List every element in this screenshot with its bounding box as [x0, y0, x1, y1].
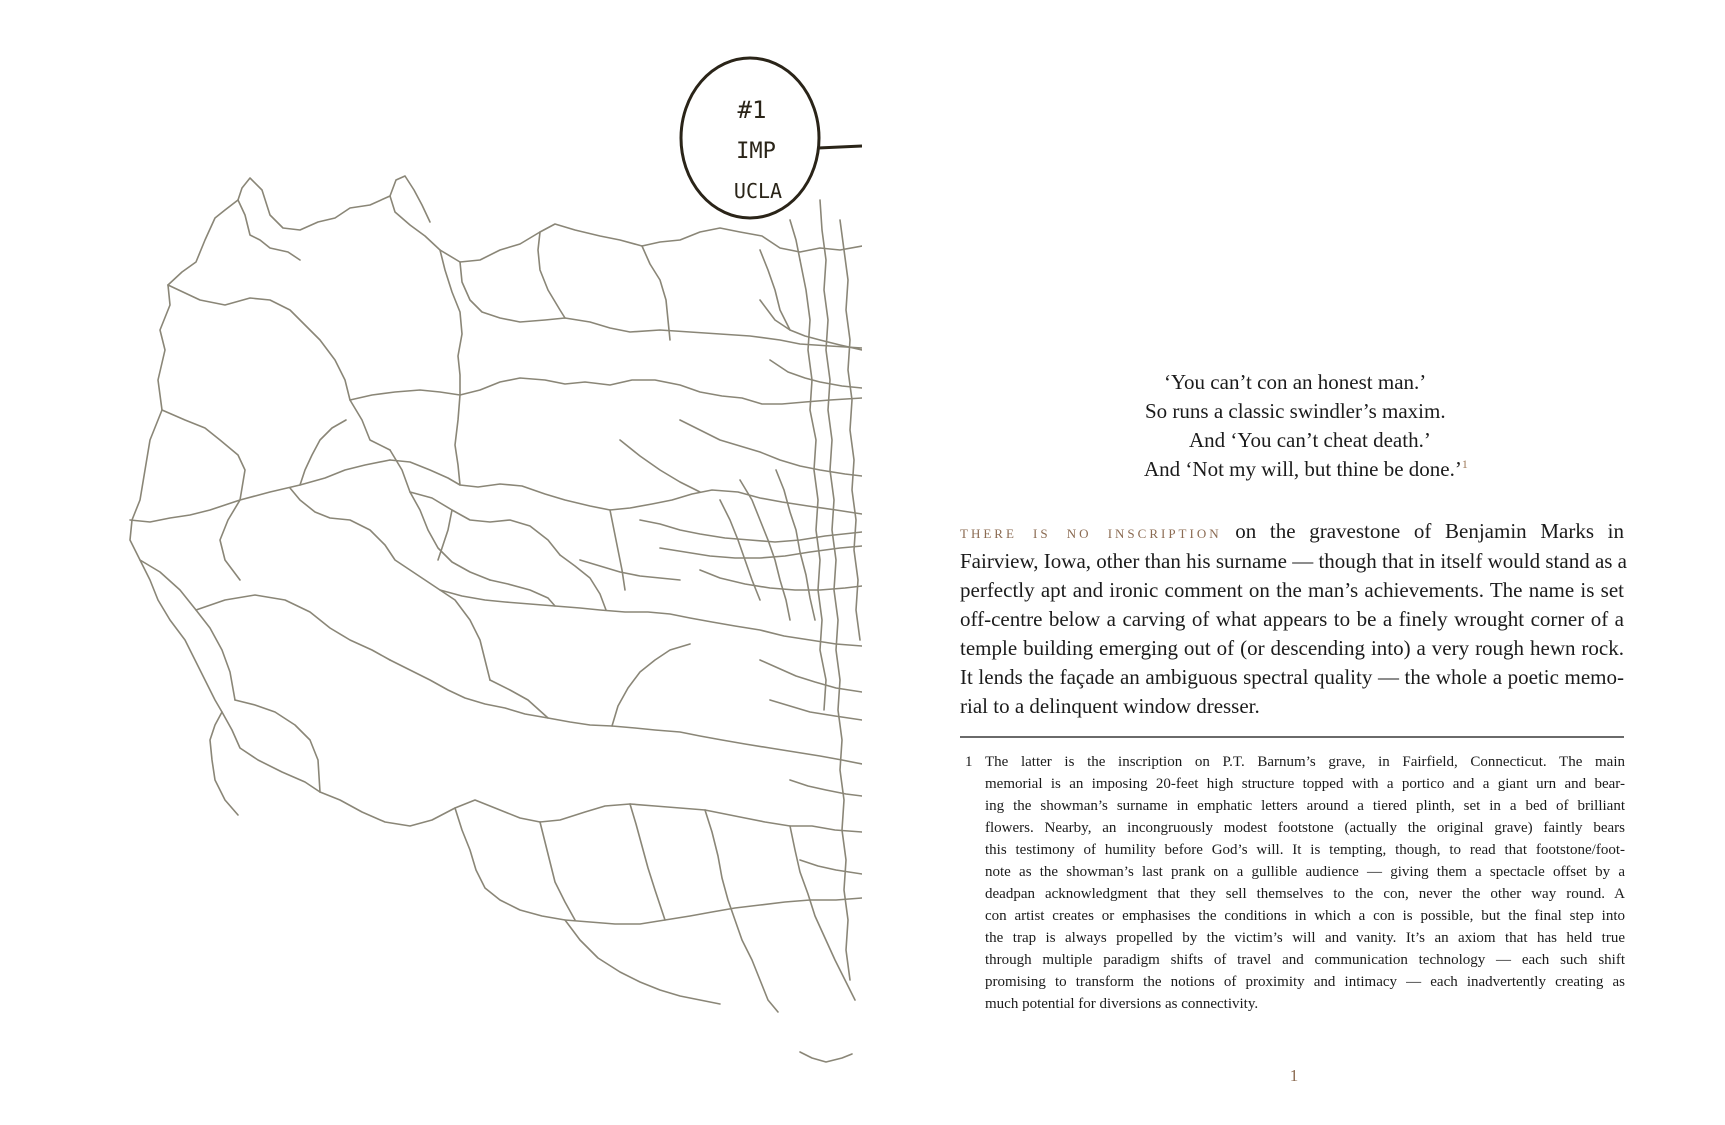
footnote-line: ing the showman’s surname in emphatic letters around a tiered plinth, set in a bed of brilliant: [985, 798, 1625, 814]
footnote-reference[interactable]: 1: [1461, 457, 1468, 471]
epigraph-line: ‘You can’t con an honest man.’: [1164, 370, 1427, 394]
body-line: rial to a delinquent window dresser.: [960, 694, 1260, 718]
footnote-line: promising to transform the notions of proximity and intimacy — each inadvertently creating as: [985, 974, 1625, 990]
sticker-line-2: IMP: [736, 139, 776, 164]
epigraph-line: And ‘You can’t cheat death.’: [1189, 428, 1431, 452]
body-line: temple building emerging out of (or descending into) a very rough hewn rock.: [960, 636, 1624, 660]
rail-line: [776, 470, 815, 620]
rail-line: [680, 420, 862, 476]
rail-line: [540, 822, 575, 920]
rail-line: [770, 700, 862, 720]
rail-line: [612, 644, 690, 726]
rail-line: [130, 285, 320, 792]
rail-line: [390, 460, 862, 514]
rail-line: [720, 500, 760, 600]
rail-line: [162, 410, 245, 580]
rail-line: [700, 570, 862, 590]
rail-line: [290, 488, 490, 680]
rail-line: [390, 660, 862, 764]
rail-line: [840, 220, 860, 640]
rail-line: [620, 440, 700, 492]
epigraph-line-text: And ‘Not my will, but thine be done.’: [1144, 457, 1462, 481]
footnote-line: memorial is an imposing 20-feet high structure topped with a portico and a giant urn and bear-: [985, 776, 1625, 792]
footnote-line: much potential for diversions as connectivity.: [985, 996, 1259, 1012]
rail-line: [440, 250, 462, 395]
rail-line: [130, 460, 390, 522]
footnote-line: flowers. Nearby, an incongruously modest footstone (actually the original grave) faintly bears: [985, 820, 1625, 836]
body-line: perfectly apt and ironic comment on the man’s achievements. The name is set: [960, 578, 1624, 602]
lead-in-small-caps: there is no inscription: [960, 522, 1222, 543]
rail-line: [538, 232, 565, 318]
rail-line: [390, 450, 490, 580]
rail-line: [610, 510, 625, 590]
epigraph-line: [1100, 455, 1520, 484]
rail-line: [760, 660, 862, 692]
handwritten-sticker: [681, 58, 862, 218]
rail-line: [565, 920, 720, 1004]
rail-line: [800, 1052, 852, 1062]
rail-line: [320, 792, 862, 832]
rail-line: [410, 492, 560, 555]
body-line: Fairview, Iowa, other than his surname — though that in itself would stand as a: [960, 549, 1628, 573]
rail-line: [455, 395, 460, 485]
rail-lines: [130, 176, 862, 1062]
rail-line: [642, 246, 670, 340]
rail-line: [196, 595, 390, 660]
rail-line: [800, 860, 862, 874]
footnote-number: 1: [965, 754, 973, 770]
rail-line: [300, 420, 346, 485]
sticker-line-1: #1: [737, 96, 767, 124]
body-line: off-centre below a carving of what appears to be a finely wrought corner of a: [960, 607, 1624, 631]
rail-line: [790, 220, 800, 260]
epigraph: [1100, 368, 1520, 484]
rail-line: [140, 560, 235, 700]
footnote-line: the trap is always propelled by the victim’s will and vanity. It’s an axiom that has held true: [985, 930, 1625, 946]
body-line: It lends the façade an ambiguous spectral quality — the whole a poetic memo-: [960, 665, 1624, 689]
footnote-line: con artist creates or emphasises the conditions in which a con is possible, but the final step into: [985, 908, 1625, 924]
page-number: 1: [1289, 1066, 1299, 1085]
rail-line: [560, 555, 606, 610]
rail-line: [390, 176, 430, 222]
rail-line: [640, 520, 862, 542]
rail-line: [350, 378, 862, 404]
railroad-network-map: [0, 0, 862, 1125]
footnote-line: note as the showman’s last prank on a gullible audience — giving them a spectacle offset by a: [985, 864, 1625, 880]
footnote-divider: [960, 736, 1624, 738]
rail-line: [630, 804, 665, 920]
rail-line: [238, 200, 300, 260]
rail-line: [740, 480, 790, 620]
footnote-line: deadpan acknowledgment that they sell themselves to the con, never the other way round. A: [985, 886, 1625, 902]
body-line-text: on the gravestone of Benjamin Marks in: [1221, 519, 1624, 543]
footnote-line: this testimony of humility before God’s will. It is tempting, though, to read that footstone/foot-: [985, 842, 1625, 858]
body-paragraph: [960, 517, 1628, 721]
footnote-line: The latter is the inscription on P.T. Barnum’s grave, in Fairfield, Connecticut. The main: [985, 754, 1625, 770]
rail-line: [790, 780, 862, 796]
epigraph-line: So runs a classic swindler’s maxim.: [1145, 399, 1446, 423]
sticker-line-3: UCLA: [733, 179, 783, 203]
rail-line: [660, 546, 862, 558]
left-page-map: [0, 0, 862, 1125]
footnote-text: [985, 751, 1625, 1015]
rail-line: [210, 712, 238, 815]
rail-line: [438, 510, 452, 560]
footnote-line: through multiple paradigm shifts of travel and communication technology — each such shift: [985, 952, 1625, 968]
rail-line: [168, 285, 390, 450]
body-line: [960, 517, 1624, 547]
rail-line: [440, 590, 862, 646]
rail-line: [760, 250, 790, 330]
rail-line: [235, 700, 320, 792]
rail-line: [580, 560, 680, 580]
